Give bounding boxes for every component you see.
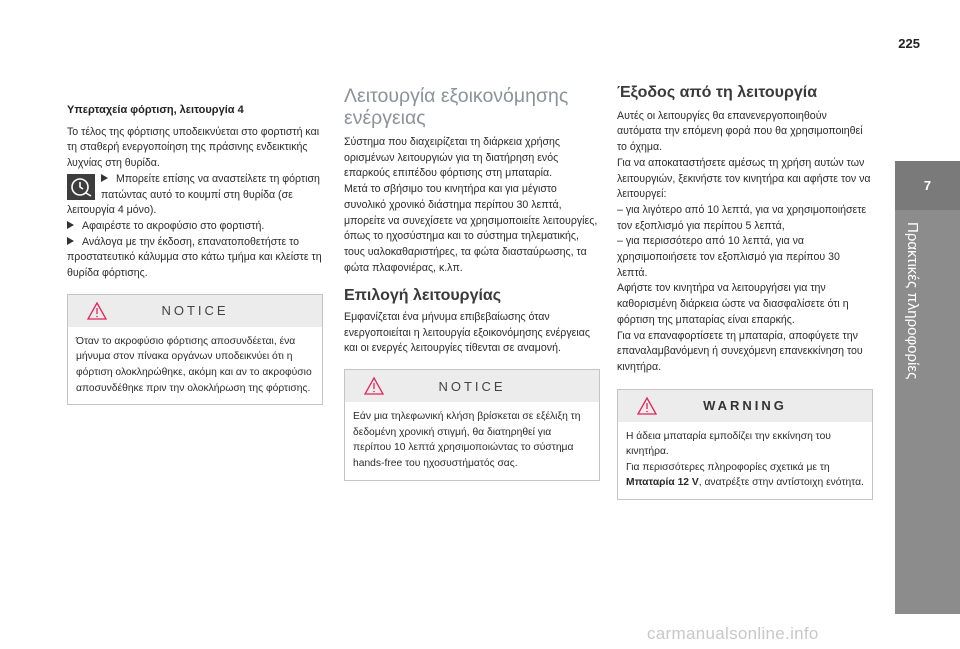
page-number: 225 bbox=[898, 36, 920, 51]
dash-item: – για περισσότερο από 10 λεπτά, για να χρησιμοποιήσετε τον εξοπλισμό για περίπου 30 λεπτά. bbox=[617, 235, 840, 279]
warning-header bbox=[618, 390, 872, 422]
warning-triangle-icon bbox=[636, 396, 658, 416]
watermark: carmanualsonline.info bbox=[647, 624, 819, 643]
bullet-item: Ανάλογα με την έκδοση, επανατοποθετήστε το προστατευτικό κάλυμμα στο κάτω τμήμα και κλείστε τη θυρίδα φόρτισης. bbox=[67, 235, 322, 280]
arrow-icon bbox=[67, 237, 74, 245]
warning-text: Η άδεια μπαταρία εμποδίζει την εκκίνηση του κινητήρα. bbox=[626, 430, 831, 458]
warning-triangle-icon bbox=[363, 376, 385, 396]
notice-box bbox=[67, 294, 323, 405]
paragraph: Για να επαναφορτίσετε τη μπαταρία, αποφύγετε την επαναλαμβανόμενη ή συνεχόμενη επανεκκίνηση του κινητήρα. bbox=[617, 329, 863, 373]
warning-triangle-icon bbox=[86, 301, 108, 321]
pause-charging-button-icon bbox=[67, 174, 95, 200]
section-heading: Έξοδος από τη λειτουργία bbox=[617, 84, 818, 101]
column-2 bbox=[344, 85, 600, 481]
notice-header bbox=[68, 295, 322, 327]
battery-reference: Μπαταρία 12 V bbox=[626, 477, 699, 489]
bullet-item: Μπορείτε επίσης να αναστείλετε τη φόρτιση πατώντας αυτό το κουμπί στη θυρίδα (σε λειτουργία 4 μόνο). bbox=[67, 172, 320, 217]
section-heading: Λειτουργία εξοικονόμησης ενέργειας bbox=[344, 85, 569, 129]
notice-text: Εάν μια τηλεφωνική κλήση βρίσκεται σε εξέλιξη τη δεδομένη χρονική στιγμή, θα διατηρηθεί για περίπου 10 λεπτά χρησιμοποιώντας το σύστημα hands-free του ηχοσυστήματός σας. bbox=[353, 411, 581, 469]
chapter-label: Πρακτικές πληροφορίες bbox=[904, 222, 921, 380]
subsection-heading: Επιλογή λειτουργίας bbox=[344, 287, 502, 305]
bullet-item: Αφαιρέστε το ακροφύσιο στο φορτιστή. bbox=[67, 219, 323, 235]
warning-title: WARNING bbox=[703, 398, 787, 414]
paragraph: Το τέλος της φόρτισης υποδεικνύεται στο φορτιστή και τη σταθερή ενεργοποίηση της πράσινης ενδεικτικής λυχνίας στη θυρίδα. bbox=[67, 125, 320, 170]
arrow-icon bbox=[101, 174, 108, 182]
dash-item: – για λιγότερο από 10 λεπτά, για να χρησιμοποιήσετε τον εξοπλισμό για περίπου 5 λεπτά, bbox=[617, 203, 867, 232]
warning-box bbox=[617, 389, 873, 500]
paragraph: Σύστημα που διαχειρίζεται τη διάρκεια χρήσης ορισμένων λειτουργιών για τη διατήρηση ενός επαρκούς επιπέδου φόρτισης στη μπαταρία. bbox=[344, 136, 561, 180]
notice-title: NOTICE bbox=[161, 303, 229, 319]
column-1 bbox=[67, 103, 323, 405]
section-heading: Υπερταχεία φόρτιση, λειτουργία 4 bbox=[67, 104, 244, 116]
paragraph: Αφήστε τον κινητήρα να λειτουργήσει για την καθορισμένη διάρκεια ώστε να διασφαλίσετε ότι η φόρτιση της μπαταρίας είναι επαρκής. bbox=[617, 282, 849, 326]
paragraph: Για να αποκαταστήσετε αμέσως τη χρήση αυτών των λειτουργιών, ξεκινήστε τον κινητήρα και αφήστε τον να λειτουργεί: bbox=[617, 156, 871, 201]
paragraph: Μετά το σβήσιμο του κινητήρα και για μέγιστο συνολικό χρονικό διάστημα περίπου 30 λεπτά, μπορείτε να συνεχίσετε να χρησιμοποιείτε λειτουργίες, όπως το ηχοσύστημα και το σύστημα τηλεματικής, τους υαλοκαθαριστήρες, τα φώτα διασταύρωσης, τα φώτα πλαφονιέρας, κ.λπ. bbox=[344, 183, 598, 274]
notice-title: NOTICE bbox=[438, 378, 506, 394]
notice-header bbox=[345, 370, 599, 402]
arrow-icon bbox=[67, 221, 74, 229]
paragraph: Εμφανίζεται ένα μήνυμα επιβεβαίωσης όταν ενεργοποιείται η λειτουργία εξοικονόμησης ενέργειας και οι ενεργές λειτουργίες τίθενται σε αναμονή. bbox=[344, 311, 590, 355]
chapter-number: 7 bbox=[895, 161, 960, 210]
column-3 bbox=[617, 85, 873, 500]
paragraph: Αυτές οι λειτουργίες θα επανενεργοποιηθούν αυτόματα την επόμενη φορά που θα χρησιμοποιηθεί το όχημα. bbox=[617, 109, 863, 154]
warning-text: Για περισσότερες πληροφορίες σχετικά με τη Μπαταρία 12 V, ανατρέξτε στην αντίστοιχη ενότητα. bbox=[626, 461, 864, 489]
notice-text: Όταν το ακροφύσιο φόρτισης αποσυνδέεται, ένα μήνυμα στον πίνακα οργάνων υποδεικνύει ότι η φόρτιση ολοκληρώθηκε, ακόμη και αν το ακροφύσιο αποσυνδέθηκε πριν την ολοκλήρωση της φόρτισης. bbox=[76, 335, 312, 394]
notice-box bbox=[344, 369, 600, 480]
